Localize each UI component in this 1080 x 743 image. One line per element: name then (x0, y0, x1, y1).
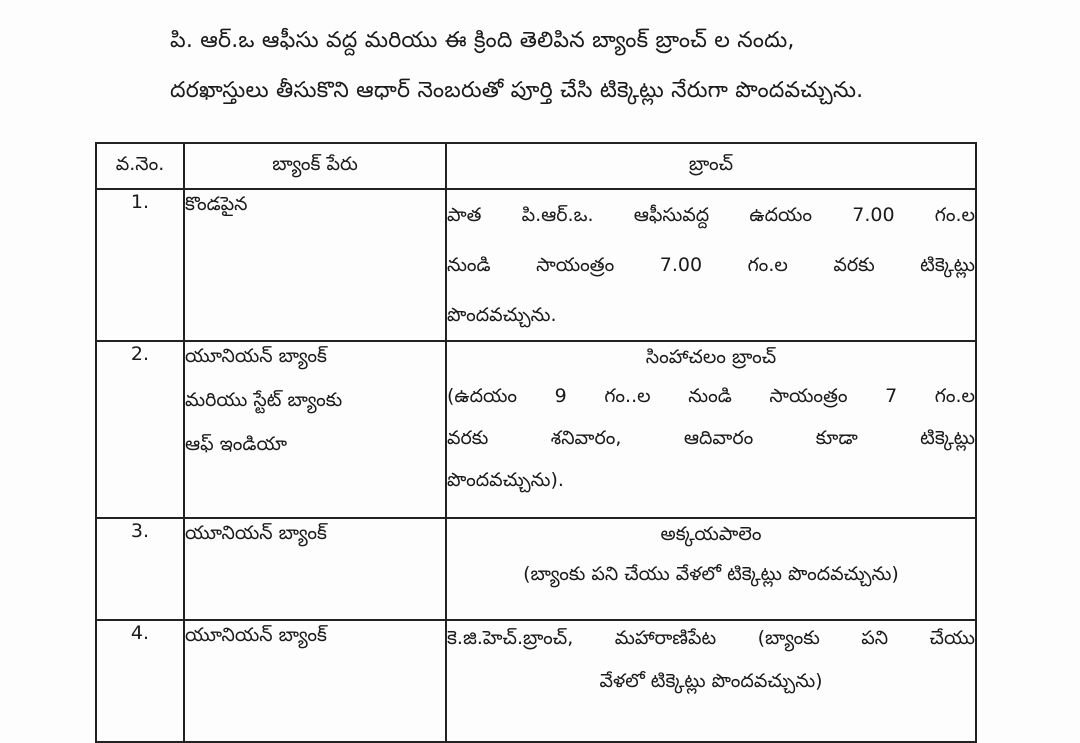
header-bank-name: బ్యాంక్ పేరు (184, 143, 446, 189)
row-branch: సింహాచలం బ్రాంచ్ (ఉదయం 9 గం..ల నుండి సాయంత్రం 7 గం.ల వరకు శనివారం, ఆదివారం కూడా టిక్కెట్లు పొందవచ్చును). (446, 341, 976, 518)
header-branch: బ్రాంచ్ (446, 143, 976, 189)
row-bank-name: యూనియన్ బ్యాంక్ మరియు స్టేట్ బ్యాంకు ఆఫ్ ఇండియా (184, 341, 446, 518)
row-sno: 4. (96, 620, 184, 742)
intro-line-1: పి. ఆర్.ఒ ఆఫీసు వద్ద మరియు ఈ క్రింది తెలిపిన బ్యాంక్ బ్రాంచ్ ల నందు, (170, 28, 795, 53)
row-sno: 3. (96, 518, 184, 620)
table-row (96, 189, 976, 341)
table-row (96, 341, 976, 518)
row-bank-name: కొండపైన (184, 189, 446, 341)
row-branch: కె.జి.హెచ్.బ్రాంచ్, మహారాణిపేట (బ్యాంకు పని చేయు వేళలో టిక్కెట్లు పొందవచ్చును) (446, 620, 976, 742)
row-bank-name: యూనియన్ బ్యాంక్ (184, 620, 446, 742)
table-row (96, 620, 976, 742)
row-sno: 1. (96, 189, 184, 341)
row-branch: అక్కయపాలెం (బ్యాంకు పని చేయు వేళలో టిక్కెట్లు పొందవచ్చును) (446, 518, 976, 620)
row-branch: పాత పి.ఆర్.ఒ. ఆఫీసువద్ద ఉదయం 7.00 గం.ల నుండి సాయంత్రం 7.00 గం.ల వరకు టిక్కెట్లు పొందవచ్చును. (446, 189, 976, 341)
intro-line-2: దరఖాస్తులు తీసుకొని ఆధార్ నెంబరుతో పూర్తి చేసి టిక్కెట్లు నేరుగా పొందవచ్చును. (170, 78, 864, 103)
bank-branch-table (95, 142, 977, 743)
row-sno: 2. (96, 341, 184, 518)
table-row (96, 518, 976, 620)
header-sno: వ.నెం. (96, 143, 184, 189)
row-bank-name: యూనియన్ బ్యాంక్ (184, 518, 446, 620)
